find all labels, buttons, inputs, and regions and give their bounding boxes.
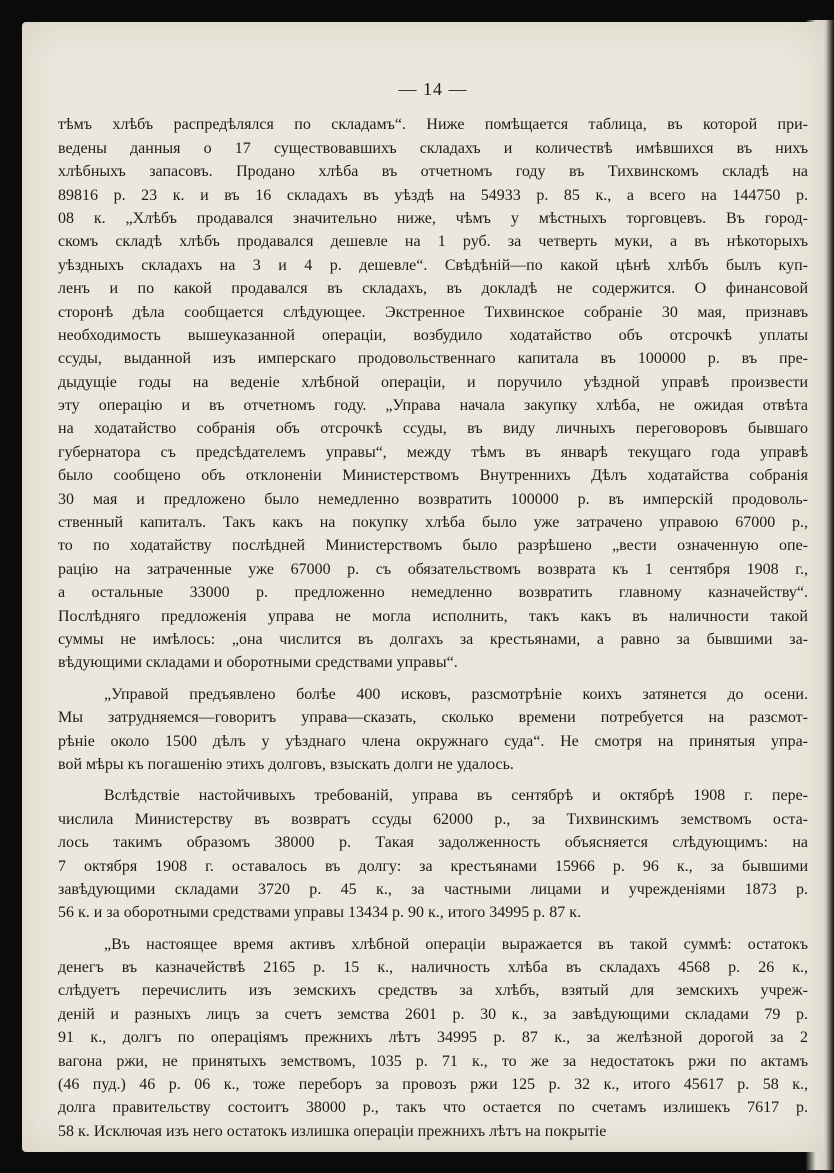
text-line: Мы затрудняемся—говоритъ управа—сказать, сколько времени потребуется на разсмот- <box>58 709 808 727</box>
text-line: Послѣдняго предложенія управа не могла исполнить, такъ какъ въ наличности такой <box>58 607 808 625</box>
text-line: а остальные 33000 р. предложенно немедленно возвратить главному казначейству“. <box>58 584 808 602</box>
paragraph <box>58 683 808 777</box>
text-line: суммы не имѣлось: „она числится въ долгахъ за крестьянами, а равно за бывшими за- <box>58 631 808 648</box>
text-line: рацію на затраченные уже 67000 р. съ обязательствомъ возврата къ 1 сентября 1908 г., <box>58 560 808 578</box>
paragraph <box>58 784 808 924</box>
text-line: сторонѣ дѣла сообщается слѣдующее. Экстренное Тихвинское собраніе 30 мая, признавъ <box>58 303 808 321</box>
text-line: числила Министерству въ возвратъ ссуды 62000 р., за Тихвинскимъ земствомъ оста- <box>58 810 808 828</box>
text-line: слѣдуетъ перечислить изъ земскихъ средствъ за хлѣбъ, взятый для земскихъ учреж- <box>58 982 808 1000</box>
text-line: вѣдующими складами и оборотными средствами управы“. <box>58 654 458 672</box>
text-line: тѣмъ хлѣбъ распредѣлялся по складамъ“. Ниже помѣщается таблица, въ которой при- <box>58 116 808 134</box>
text-line: Вслѣдствіе настойчивыхъ требованій, управа въ сентябрѣ и октябрѣ 1908 г. пере- <box>104 787 808 805</box>
text-line: эту операцію и въ отчетномъ году. „Управа начала закупку хлѣба, не ожидая отвѣта <box>58 397 808 415</box>
page-number: — 14 — <box>398 79 468 99</box>
text-line: долга правительству состоитъ 38000 р., такъ что остается по счетамъ излишекъ 7617 р. <box>58 1099 808 1117</box>
text-line: ственный капиталъ. Такъ какъ на покупку хлѣба было уже затрачено управою 67000 р., <box>58 514 808 532</box>
paragraph <box>58 113 808 674</box>
text-line: 30 мая и предложено было немедленно возвратить 100000 р. въ имперскій продоволь- <box>58 490 808 508</box>
text-line: 58 к. Исключая изъ него остатокъ излишка операціи прежнихъ лѣтъ на покрытіе <box>58 1122 607 1140</box>
text-line: рѣніе около 1500 дѣлъ у уѣзднаго члена окружнаго суда“. Не смотря на принятыя упра- <box>58 732 808 750</box>
text-line: уѣздныхъ складахъ на 3 и 4 р. дешевле“. Свѣдѣній—по какой цѣнѣ хлѣбъ былъ куп- <box>58 256 808 274</box>
text-line: деній и разныхъ лицъ за счетъ земства 2601 р. 30 к., за завѣдующими складами 79 р. <box>58 1005 808 1023</box>
text-line: то по ходатайству послѣдней Министерствомъ было разрѣшено „вести означенную опе- <box>58 537 808 555</box>
text-line: губернатора съ предсѣдателемъ управы“, между тѣмъ въ январѣ текущаго года управѣ <box>58 443 808 461</box>
text-line: хлѣбныхъ запасовъ. Продано хлѣба въ отчетномъ году въ Тихвинскомъ складѣ на <box>58 163 808 181</box>
text-line: вагона ржи, не принятыхъ земствомъ, 1035 р. 71 к., то же за недостатокъ ржи по актамъ <box>58 1052 808 1070</box>
text-line: было сообщено объ отклоненіи Министерствомъ Внутреннихъ Дѣлъ ходатайства собранія <box>58 467 808 485</box>
text-line: вой мѣры къ погашенію этихъ долговъ, взыскать долги не удалось. <box>58 755 514 773</box>
text-line: „Въ настоящее время активъ хлѣбной операціи выражается въ такой суммѣ: остатокъ <box>104 935 808 953</box>
text-line: 7 октября 1908 г. оставалось въ долгу: за крестьянами 15966 р. 96 к., за бывшими <box>58 857 808 875</box>
page-content <box>58 78 808 1151</box>
text-body <box>58 113 808 1143</box>
text-line: ленъ и по какой продавался въ складахъ, въ докладѣ не содержится. О финансовой <box>58 280 808 298</box>
text-line: завѣдующими складами 3720 р. 45 к., за частными лицами и учрежденіями 1873 р. <box>58 880 808 898</box>
text-line: дыдущіе годы на веденіе хлѣбной операціи, и поручило уѣздной управѣ произвести <box>58 373 808 391</box>
text-line: (46 пуд.) 46 р. 06 к., тоже переборъ за провозъ ржи 125 р. 32 к., итого 45617 р. 58 к., <box>58 1076 808 1094</box>
text-line: на ходатайство собранія объ отсрочкѣ ссуды, въ виду личныхъ переговоровъ бывшаго <box>58 420 808 438</box>
text-line: 56 к. и за оборотными средствами управы 13434 р. 90 к., итого 34995 р. 87 к. <box>58 904 582 922</box>
text-line: необходимость вышеуказанной операціи, возбудило ходатайство объ отсрочкѣ уплаты <box>58 326 808 344</box>
text-line: 91 к., долгъ по операціямъ прежнихъ лѣтъ 34995 р. 87 к., за желѣзной дорогой за 2 <box>58 1029 808 1047</box>
text-line: ссуды, выданной изъ имперскаго продовольственнаго капитала въ 100000 р. въ пре- <box>58 350 808 368</box>
text-line: скомъ складѣ хлѣбъ продавался дешевле на 1 руб. за четверть муки, а въ нѣкоторыхъ <box>58 233 808 251</box>
text-line: лось такимъ образомъ 38000 р. Такая задолженность объясняется слѣдующимъ: на <box>58 834 808 852</box>
text-line: денегъ въ казначействѣ 2165 р. 15 к., наличность хлѣба въ складахъ 4568 р. 26 к., <box>58 959 808 977</box>
text-line: ведены данныя о 17 существовавшихъ складахъ и количествѣ имѣвшихся въ нихъ <box>58 139 808 157</box>
text-line: 89816 р. 23 к. и въ 16 складахъ въ уѣздѣ на 54933 р. 85 к., а всего на 144750 р. <box>58 186 808 204</box>
text-line: 08 к. „Хлѣбъ продавался значительно ниже, чѣмъ у мѣстныхъ торговцевъ. Въ город- <box>58 209 808 227</box>
paragraph <box>58 933 808 1144</box>
text-line: „Управой предъявлено болѣе 400 исковъ, разсмотрѣніе коихъ затянется до осени. <box>104 685 808 703</box>
